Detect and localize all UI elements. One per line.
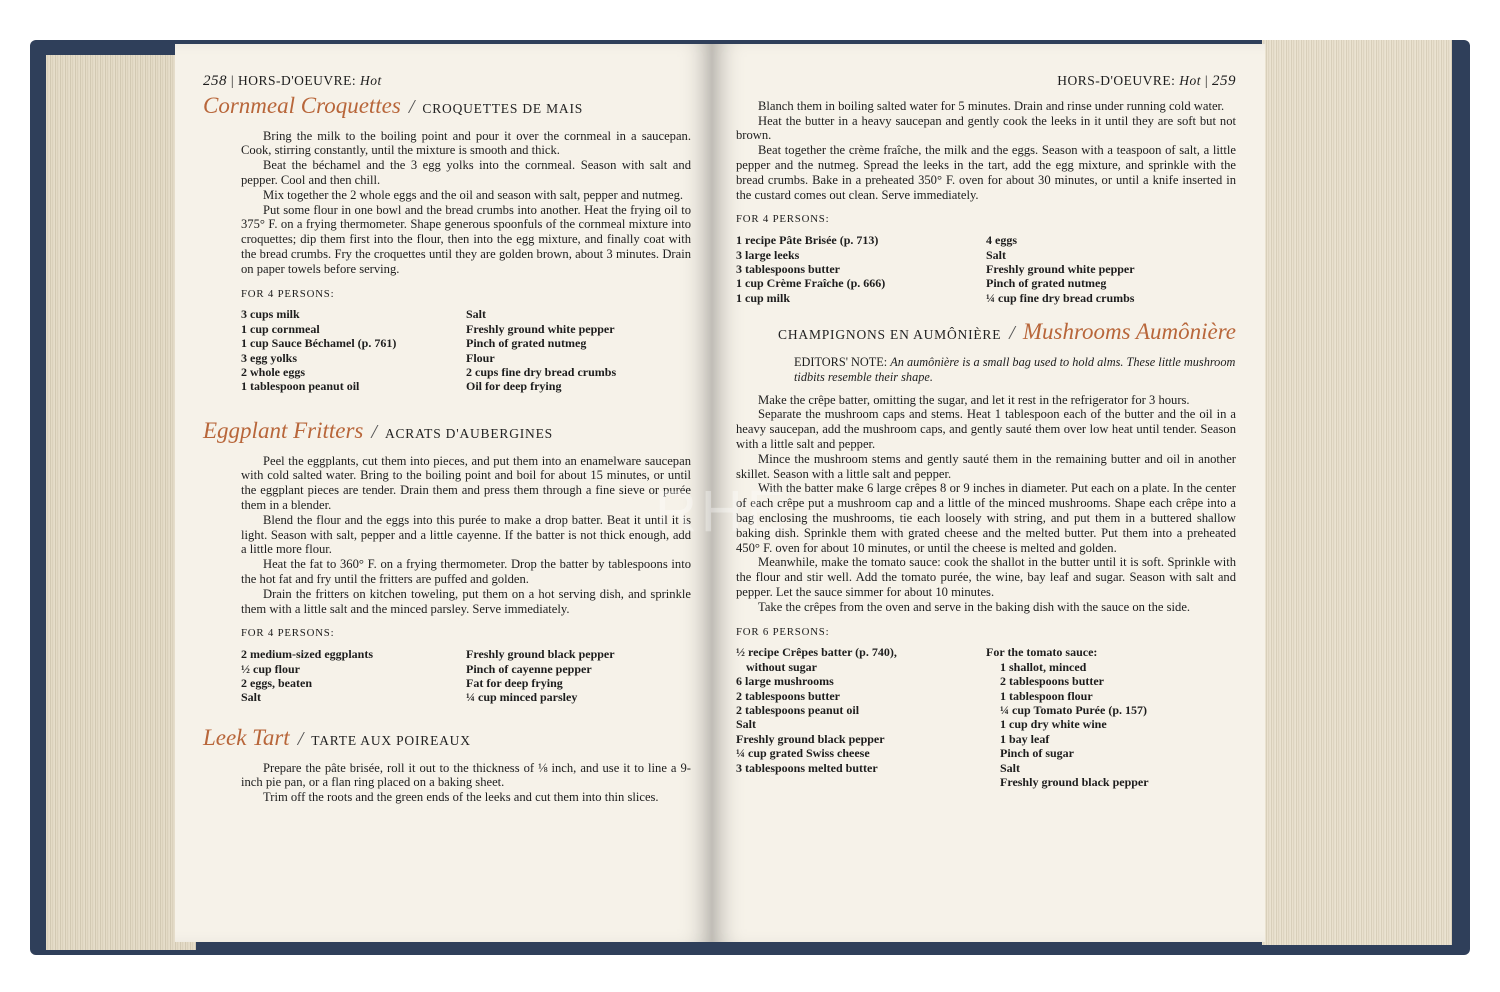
ingredient: 1 cup milk	[736, 290, 791, 305]
ingredients-list	[736, 233, 1236, 305]
left-running-head-section: HORS-D'OEUVRE:	[237, 73, 357, 88]
ingredients-list	[241, 307, 691, 393]
ingredient: 6 large mushrooms	[736, 674, 834, 689]
ingredient: ¼ cup grated Swiss cheese	[736, 746, 870, 761]
ingredient: 2 eggs, beaten	[241, 675, 312, 690]
recipe-title-fr: ACRATS D'AUBERGINES	[384, 425, 553, 441]
left-page-edges	[46, 55, 196, 950]
ingredients-col-left	[736, 233, 986, 305]
left-page	[175, 44, 712, 942]
ingredient: Pinch of grated nutmeg	[986, 276, 1107, 291]
right-page-edges	[1262, 40, 1452, 945]
ingredient: 2 cups fine dry bread crumbs	[466, 364, 617, 379]
right-running-head-section: HORS-D'OEUVRE:	[1057, 73, 1176, 88]
ingredient: 4 eggs	[986, 233, 1017, 248]
recipe-title-fr: TARTE AUX POIREAUX	[311, 732, 471, 748]
leek-tart-continued	[736, 99, 1236, 305]
ingredients-col-left	[241, 307, 466, 393]
ingredient: 2 medium-sized eggplants	[241, 647, 373, 662]
paragraph: Beat together the crème fraîche, the milk and the eggs. Season with a teaspoon of salt, a little pepper and the nutmeg. Spread the leeks in the tart, add the egg mixture, and sprinkle with the bread crumbs. Bake in a preheated 350° F. oven for about 30 minutes, or until a knife inserted in the custard comes out clean. Serve immediately.	[736, 143, 1236, 202]
paragraph: Mince the mushroom stems and gently sauté them in the remaining butter and oil in another skillet. Season with a little salt and pepper.	[736, 451, 1236, 481]
ingredient: 3 tablespoons butter	[736, 261, 841, 276]
left-running-head-sub: Hot	[360, 73, 382, 88]
paragraph: Prepare the pâte brisée, roll it out to the thickness of ⅛ inch, and use it to line a 9-inch pie pan, or a flan ring placed on a baking sheet.	[241, 760, 691, 790]
ingredient: Pinch of cayenne pepper	[466, 661, 592, 676]
left-page-number: 258	[203, 73, 227, 89]
editors-note	[736, 355, 1236, 385]
paragraph: Peel the eggplants, cut them into pieces, and put them into an enamelware saucepan with cold salted water. Bring to the boiling point and boil for about 15 minutes, or until the eggplant pieces are tender. Drain them and press them through a fine sieve or purée them in a blender.	[241, 453, 691, 512]
paragraph: With the batter make 6 large crêpes 8 or 9 inches in diameter. Put each on a plate. In the center of each crêpe put a mushroom cap and a little of the minced mushrooms. Shape each crêpe into a bag enclosing the mushrooms, tie each loosely with string, and put them in a buttered shallow baking dish. Sprinkle them with grated cheese and the melted butter. Put them into a preheated 450° F. oven for about 10 minutes, or until the cheese is melted and golden.	[736, 481, 1236, 555]
ingredient: 1 bay leaf	[1000, 731, 1050, 746]
ingredient: Freshly ground black pepper	[1000, 775, 1149, 789]
ingredient: ½ cup flour	[241, 661, 301, 676]
paragraph: Mix together the 2 whole eggs and the oil and season with salt, pepper and nutmeg.	[263, 187, 684, 202]
paragraph: Take the crêpes from the oven and serve in the baking dish with the sauce on the side.	[758, 599, 1191, 614]
paragraph: Blend the flour and the eggs into this purée to make a drop batter. Beat it until it is light. Season with salt, pepper and a little cayenne. If the batter is not thick enough, add a little more flour.	[241, 512, 691, 557]
ingredient: ¼ cup Tomato Purée (p. 157)	[1000, 702, 1147, 717]
ingredient: Fat for deep frying	[466, 675, 563, 690]
ingredients-list	[736, 645, 1236, 789]
ingredient: Freshly ground white pepper	[986, 261, 1135, 276]
ingredient: Salt	[241, 690, 262, 705]
ingredient: ¼ cup fine dry bread crumbs	[986, 290, 1135, 305]
ingredients-list	[241, 647, 691, 705]
right-page-number: 259	[1212, 73, 1236, 89]
ingredient: without sugar	[746, 659, 818, 674]
paragraph: Make the crêpe batter, omitting the sugar, and let it rest in the refrigerator for 3 hours.	[758, 392, 1190, 407]
recipe-title-en: Leek Tart	[203, 724, 290, 750]
ingredients-col-left	[241, 647, 466, 705]
recipe-title-en: Mushrooms Aumônière	[1022, 319, 1236, 345]
recipe-title-fr: CROQUETTES DE MAIS	[422, 100, 584, 116]
recipe-title-en: Eggplant Fritters	[203, 417, 364, 443]
ingredient: 1 cup cornmeal	[241, 321, 320, 336]
editors-note-text: An aumônière is a small bag used to hold alms. These little mushroom tidbits resemble their shape.	[794, 355, 1236, 384]
ingredient: Salt	[986, 247, 1007, 262]
watermark: RHE	[655, 479, 790, 544]
persons-label: FOR 4 PERSONS:	[736, 213, 830, 226]
ingredient: Flour	[466, 350, 495, 365]
ingredient: 2 tablespoons butter	[736, 688, 841, 703]
ingredient: 1 cup Crème Fraîche (p. 666)	[736, 276, 886, 291]
paragraph: Blanch them in boiling salted water for 5 minutes. Drain and rinse under running cold water.	[758, 98, 1225, 113]
ingredients-col-right	[986, 233, 1236, 305]
ingredient: 1 recipe Pâte Brisée (p. 713)	[736, 233, 879, 248]
paragraph: Meanwhile, make the tomato sauce: cook the shallot in the butter until it is soft. Sprinkle with the flour and stir well. Add the tomato purée, the wine, bay leaf and sugar. Season with salt and pepper. Let the sauce simmer for about 10 minutes.	[736, 555, 1236, 599]
ingredient: 3 large leeks	[736, 247, 800, 262]
ingredient: 2 tablespoons butter	[1000, 674, 1105, 689]
ingredients-col-right	[466, 307, 691, 393]
ingredient: 3 cups milk	[241, 307, 300, 322]
paragraph: Bring the milk to the boiling point and pour it over the cornmeal in a saucepan. Cook, stirring constantly, until the mixture is smooth and thick.	[241, 128, 691, 158]
ingredients-col-right	[986, 645, 1236, 789]
right-running-head-sub: Hot	[1179, 73, 1202, 88]
recipe-body-leek	[203, 761, 691, 805]
ingredient: 1 tablespoon flour	[1000, 688, 1093, 703]
left-running-head: 258 | HORS-D'OEUVRE: Hot	[203, 73, 382, 89]
paragraph: Separate the mushroom caps and stems. Heat 1 tablespoon each of the butter and the oil in a heavy saucepan, add the mushroom caps, and gently sauté them over low heat until tender. Season with a little salt and pepper.	[736, 407, 1236, 451]
ingredient: Freshly ground black pepper	[466, 647, 615, 662]
recipe-body-eggplant	[203, 454, 691, 705]
ingredient: Salt	[466, 307, 487, 322]
persons-label: FOR 4 PERSONS:	[241, 287, 335, 300]
ingredient: 2 tablespoons peanut oil	[736, 702, 860, 717]
ingredient: 3 tablespoons melted butter	[736, 760, 878, 775]
ingredient: Oil for deep frying	[466, 379, 562, 394]
recipe-title-mushrooms: CHAMPIGNONS EN AUMÔNIÈRE / Mushrooms Aumônière	[778, 319, 1236, 345]
persons-label: FOR 4 PERSONS:	[241, 627, 335, 640]
ingredients-col-right	[466, 647, 691, 705]
ingredient: 1 shallot, minced	[1000, 659, 1087, 674]
sauce-heading: For the tomato sauce:	[986, 645, 1098, 660]
paragraph: Drain the fritters on kitchen toweling, put them on a hot serving dish, and sprinkle them with a little salt and the minced parsley. Serve immediately.	[241, 586, 691, 616]
ingredient: Freshly ground black pepper	[736, 731, 885, 746]
recipe-title-cornmeal: Cornmeal Croquettes / CROQUETTES DE MAIS	[203, 92, 584, 118]
right-page	[712, 44, 1265, 942]
ingredient: 3 egg yolks	[241, 350, 298, 365]
paragraph: Trim off the roots and the green ends of the leeks and cut them into thin slices.	[263, 790, 659, 805]
recipe-title-eggplant: Eggplant Fritters / ACRATS D'AUBERGINES	[203, 417, 553, 443]
paragraph: Heat the fat to 360° F. on a frying thermometer. Drop the batter by tablespoons into the hot fat and fry until the fritters are puffed and golden.	[241, 557, 691, 586]
ingredient: Salt	[736, 717, 757, 732]
editors-note-label: EDITORS' NOTE:	[794, 355, 888, 369]
ingredient: 2 whole eggs	[241, 364, 305, 379]
ingredient: 1 cup Sauce Béchamel (p. 761)	[241, 336, 397, 351]
recipe-body-cornmeal	[203, 129, 691, 394]
ingredient: Freshly ground white pepper	[466, 321, 615, 336]
ingredients-col-left	[736, 645, 986, 789]
ingredient: ½ recipe Crêpes batter (p. 740),	[736, 645, 897, 660]
ingredient: Salt	[1000, 760, 1021, 775]
ingredient: Pinch of grated nutmeg	[466, 336, 587, 351]
persons-label: FOR 6 PERSONS:	[736, 625, 830, 638]
ingredient: Pinch of sugar	[1000, 746, 1075, 761]
recipe-title-fr: CHAMPIGNONS EN AUMÔNIÈRE	[778, 327, 1002, 343]
paragraph: Heat the butter in a heavy saucepan and gently cook the leeks in it until they are soft but not brown.	[736, 113, 1236, 143]
ingredient: ¼ cup minced parsley	[466, 690, 578, 705]
ingredient: 1 tablespoon peanut oil	[241, 379, 360, 394]
ingredient: 1 cup dry white wine	[1000, 717, 1107, 732]
right-running-head: HORS-D'OEUVRE: Hot | 259	[1057, 73, 1236, 89]
paragraph: Beat the béchamel and the 3 egg yolks into the cornmeal. Season with salt and pepper. Cool and then chill.	[241, 158, 691, 187]
recipe-body-mushrooms	[736, 393, 1236, 790]
paragraph: Put some flour in one bowl and the bread crumbs into another. Heat the frying oil to 375° F. on a frying thermometer. Shape generous spoonfuls of the cornmeal mixture into croquettes; dip them first into the flour, then into the egg mixture, and finally coat with the bread crumbs. Fry the croquettes until they are golden brown, about 3 minutes. Drain on paper towels before serving.	[241, 202, 691, 276]
recipe-title-leek: Leek Tart / TARTE AUX POIREAUX	[203, 724, 471, 750]
recipe-title-en: Cornmeal Croquettes	[203, 92, 401, 118]
